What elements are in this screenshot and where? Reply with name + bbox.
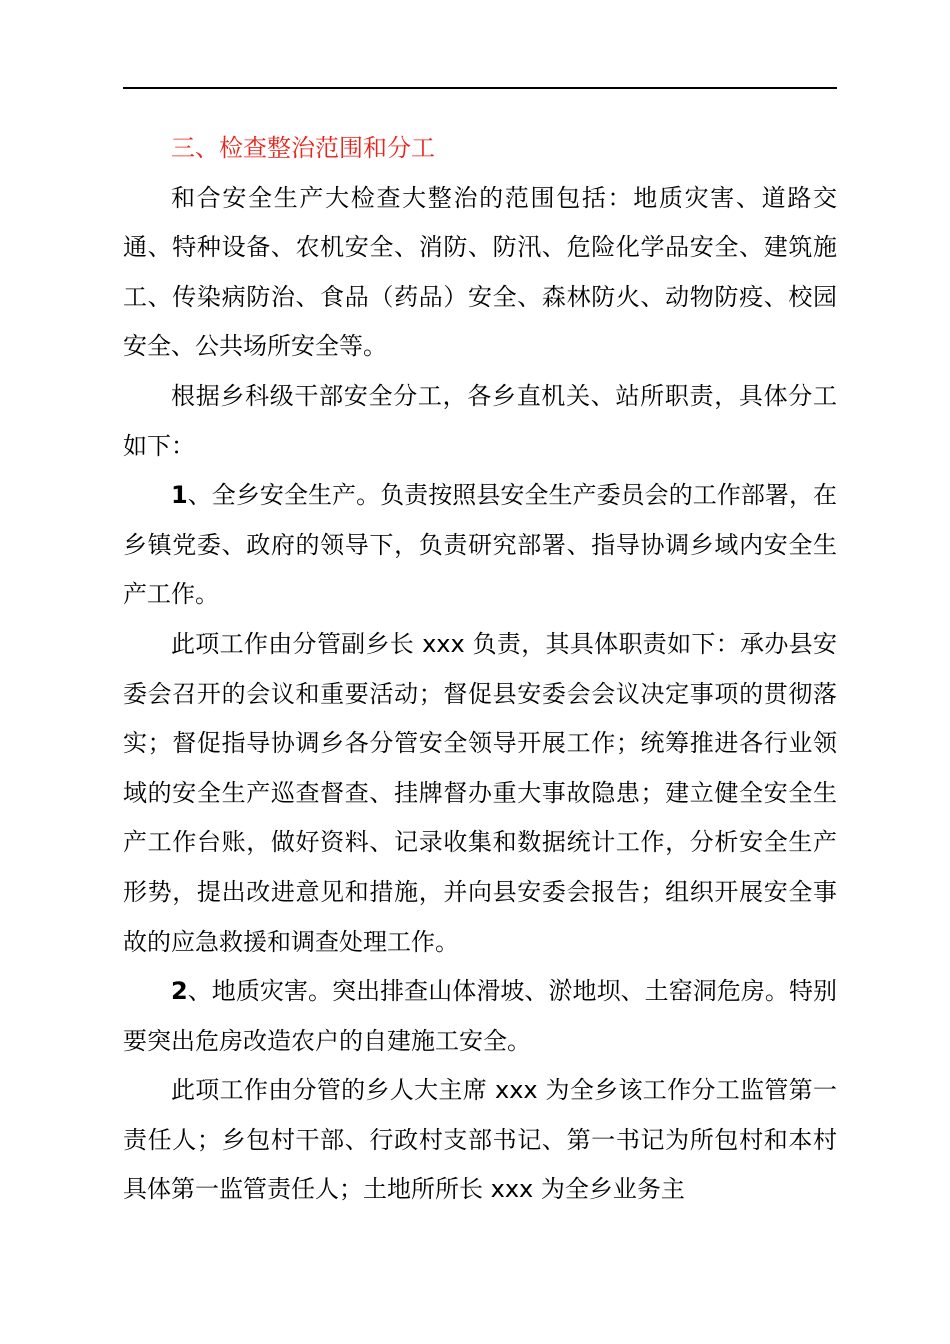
paragraph-division-intro (123, 372, 837, 471)
item-number: 1 (171, 481, 188, 510)
item-number: 2 (171, 977, 188, 1006)
paragraph-text: 、地质灾害。突出排查山体滑坡、淤地坝、土窑洞危房。特别要突出危房改造农户的自建施工安全。 (123, 977, 837, 1055)
paragraph-text: 此项工作由分管的乡人大主席 xxx 为全乡该工作分工监管第一责任人；乡包村干部、行政村支部书记、第一书记为所包村和本村具体第一监管责任人；土地所所长 xxx 为全乡业务主 (123, 1076, 837, 1204)
paragraph-text: 、全乡安全生产。负责按照县安全生产委员会的工作部署，在乡镇党委、政府的领导下，负责研究部署、指导协调乡域内安全生产工作。 (123, 481, 837, 609)
paragraph-item-1 (123, 471, 837, 620)
paragraph-text: 此项工作由分管副乡长 xxx 负责，其具体职责如下：承办县安委会召开的会议和重要活动；督促县安委会会议决定事项的贯彻落实；督促指导协调乡各分管安全领导开展工作；统筹推进各行业领域的安全生产巡查督查、挂牌督办重大事故隐患；建立健全安全生产工作台账，做好资料、记录收集和数据统计工作，分析安全生产形势，提出改进意见和措施，并向县安委会报告；组织开展安全事故的应急救援和调查处理工作。 (123, 629, 837, 956)
document-body (123, 124, 837, 1215)
paragraph-item-2-duties (123, 1066, 837, 1215)
paragraph-text: 和合安全生产大检查大整治的范围包括：地质灾害、道路交通、特种设备、农机安全、消防、防汛、危险化学品安全、建筑施工、传染病防治、食品（药品）安全、森林防火、动物防疫、校园安全、公共场所安全等。 (123, 183, 837, 361)
section-heading: 三、检查整治范围和分工 (171, 134, 435, 162)
paragraph-item-1-duties (123, 620, 837, 967)
paragraph-item-2 (123, 967, 837, 1066)
paragraph-scope (123, 174, 837, 372)
paragraph-text: 根据乡科级干部安全分工，各乡直机关、站所职责，具体分工如下： (123, 381, 837, 460)
header-rule (123, 87, 837, 89)
